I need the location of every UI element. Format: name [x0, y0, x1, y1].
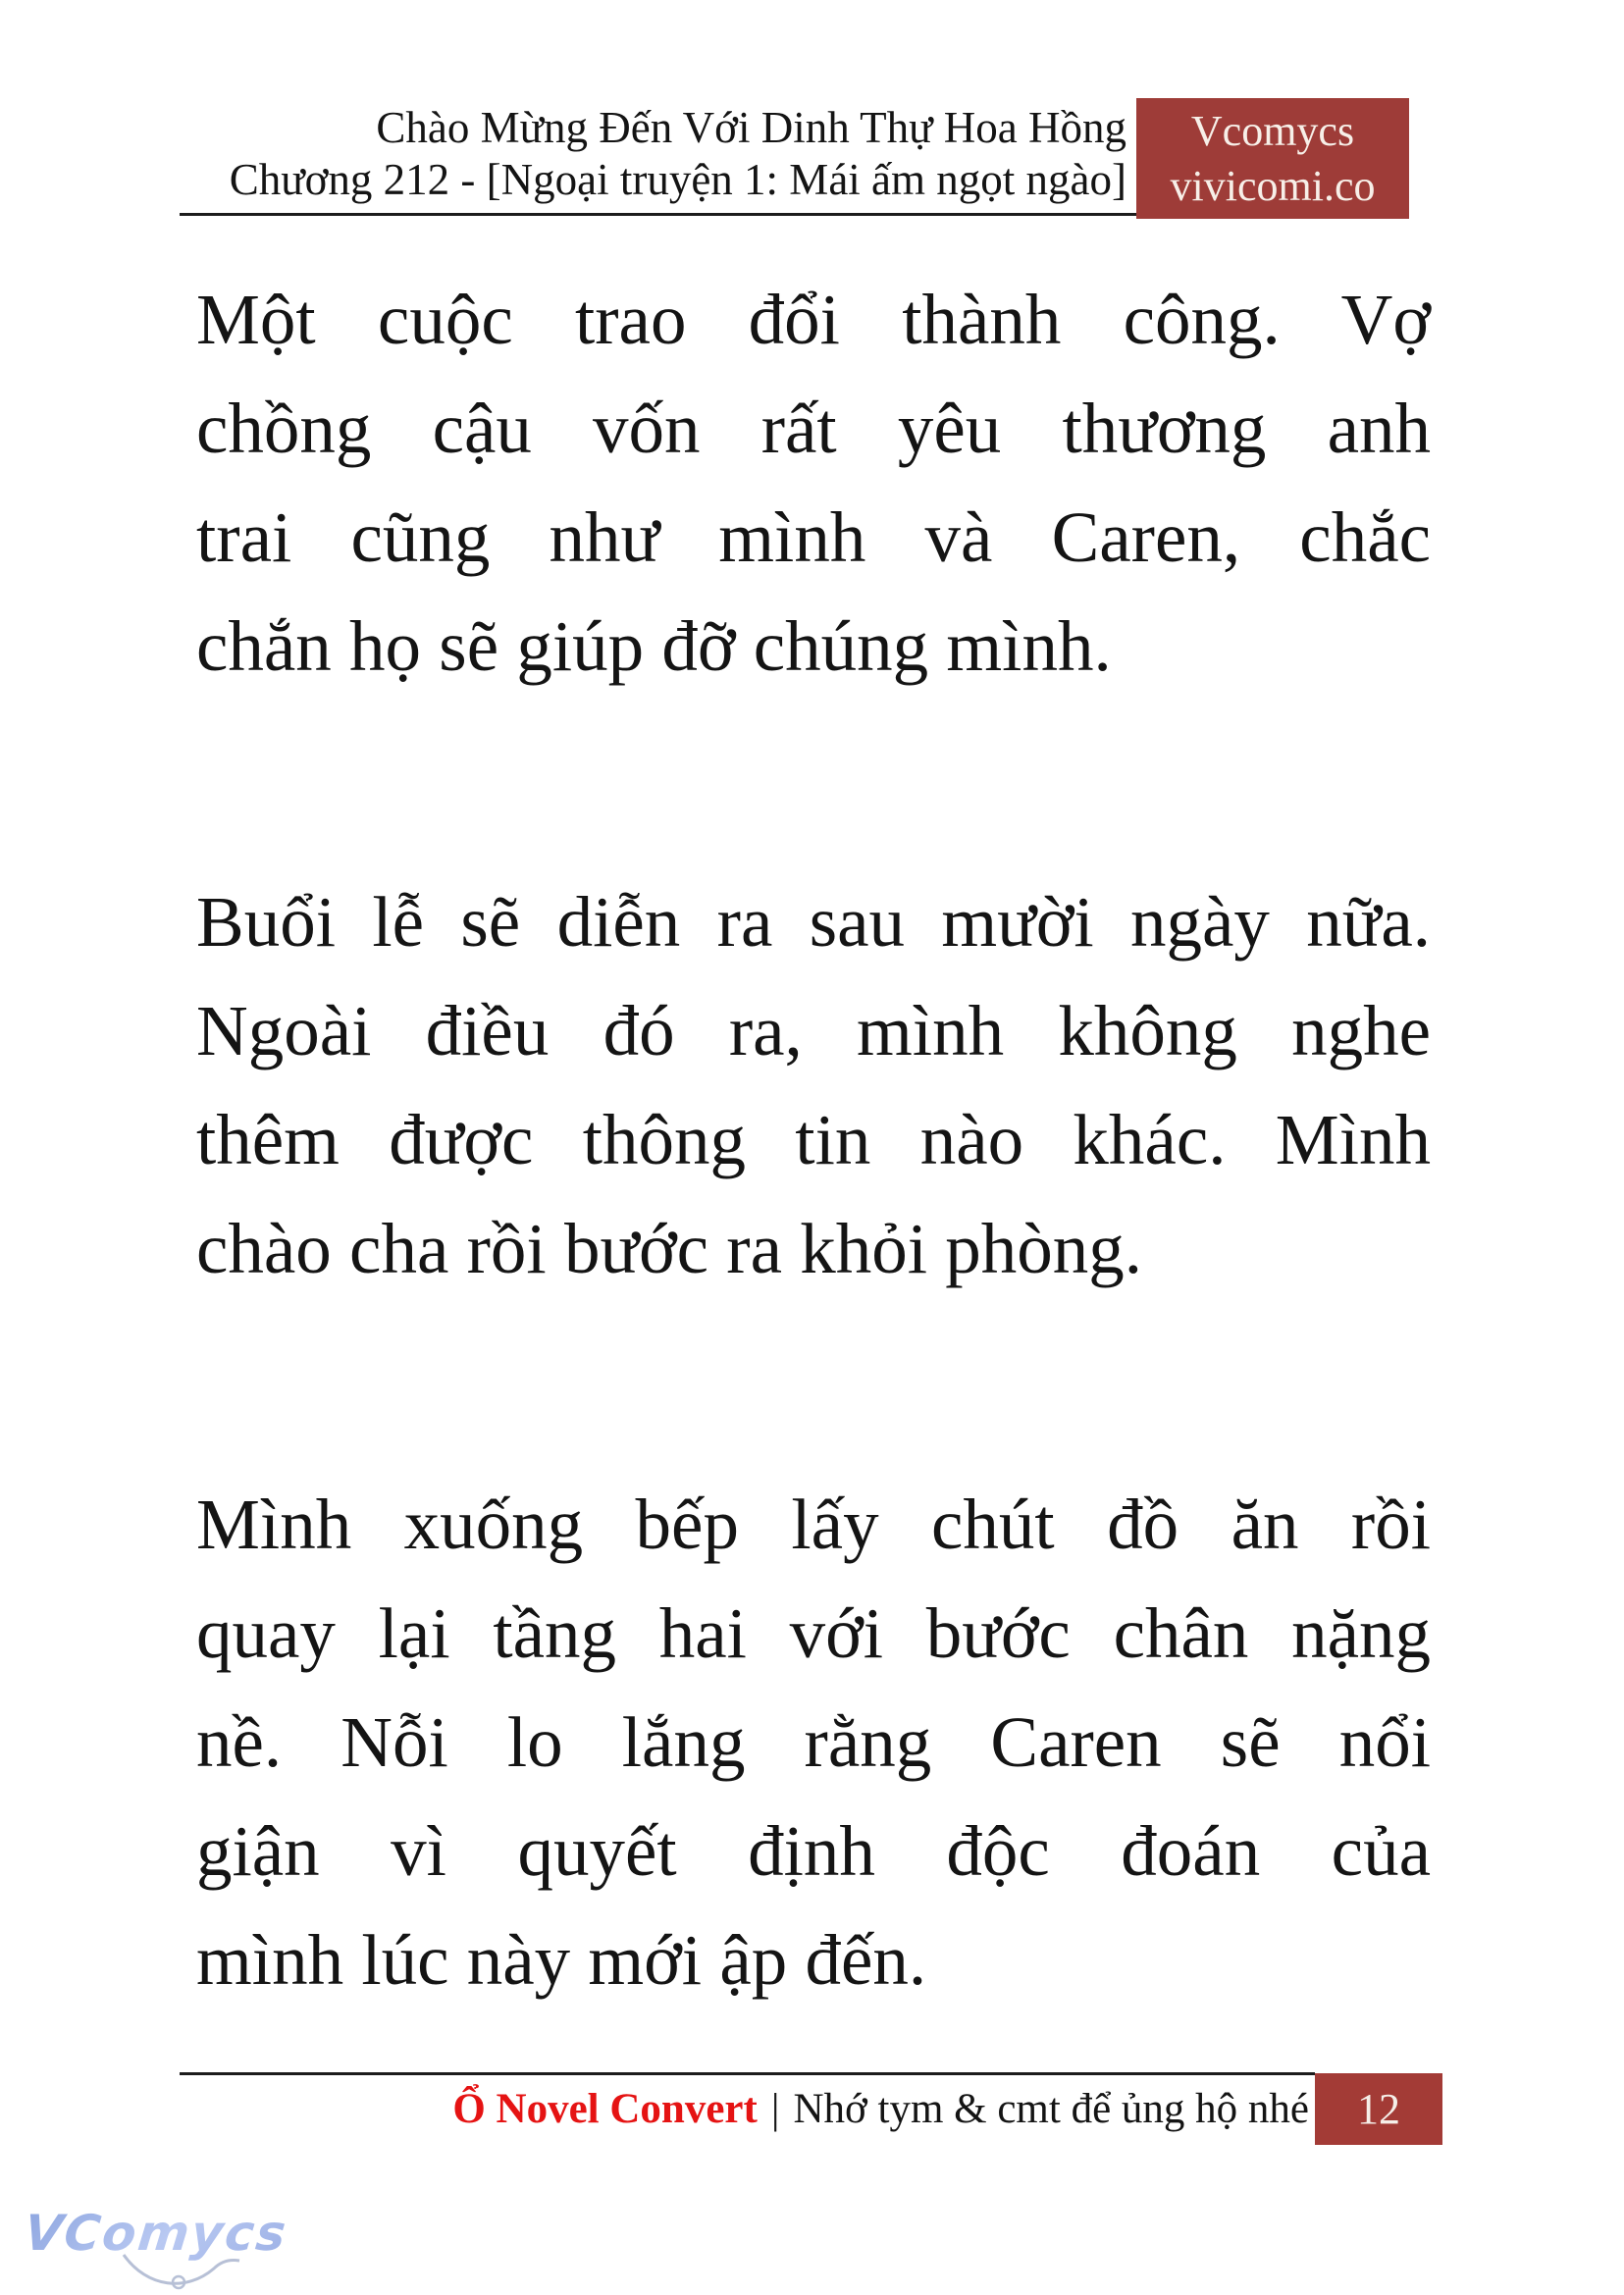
series-title: Chào Mừng Đến Với Dinh Thự Hoa Hồng — [376, 103, 1126, 152]
story-text — [196, 265, 1431, 2181]
story-line: chồng cậu vốn rất yêu thương anh — [196, 389, 1431, 468]
story-line: nề. Nỗi lo lắng rằng Caren sẽ nổi — [196, 1702, 1431, 1782]
story-paragraph — [196, 867, 1431, 1303]
rose-flourish-icon — [118, 2249, 245, 2292]
chapter-header — [180, 102, 1126, 206]
site-badge — [1136, 98, 1409, 219]
story-line: thêm được thông tin nào khác. Mình — [196, 1100, 1431, 1179]
footer-divider — [180, 2072, 1315, 2075]
story-paragraph — [196, 1470, 1431, 2014]
story-line: Buổi lễ sẽ diễn ra sau mười ngày nữa. — [196, 882, 1431, 962]
header-divider — [180, 213, 1136, 216]
support-note: Nhớ tym & cmt để ủng hộ nhé — [793, 2086, 1309, 2132]
chapter-title: Chương 212 - [Ngoại truyện 1: Mái ấm ngọt ngào] — [229, 155, 1126, 204]
story-line: chắn họ sẽ giúp đỡ chúng mình. — [196, 606, 1112, 686]
story-line: trai cũng như mình và Caren, chắc — [196, 497, 1431, 577]
footer-separator: | — [770, 2086, 780, 2132]
story-line: giận vì quyết định độc đoán của — [196, 1811, 1431, 1891]
watermark-logo — [21, 2205, 290, 2262]
story-line: chào cha rồi bước ra khỏi phòng. — [196, 1209, 1143, 1288]
page-number-badge — [1315, 2073, 1442, 2145]
story-line: Ngoài điều đó ra, mình không nghe — [196, 991, 1431, 1070]
footer-credit-line — [452, 2081, 1309, 2138]
converter-credit: Ổ Novel Convert — [452, 2086, 758, 2132]
story-paragraph — [196, 265, 1431, 701]
site-badge-name: Vcomycs — [1190, 106, 1355, 155]
story-line: mình lúc này mới ập đến. — [196, 1920, 927, 2000]
page-number: 12 — [1357, 2085, 1400, 2133]
watermark-logo-text: VComycs — [21, 2205, 290, 2262]
story-line: Một cuộc trao đổi thành công. Vợ — [196, 280, 1431, 359]
story-line: quay lại tầng hai với bước chân nặng — [196, 1593, 1431, 1673]
story-line: Mình xuống bếp lấy chút đồ ăn rồi — [196, 1485, 1431, 1564]
site-badge-url: vivicomi.co — [1170, 161, 1376, 210]
